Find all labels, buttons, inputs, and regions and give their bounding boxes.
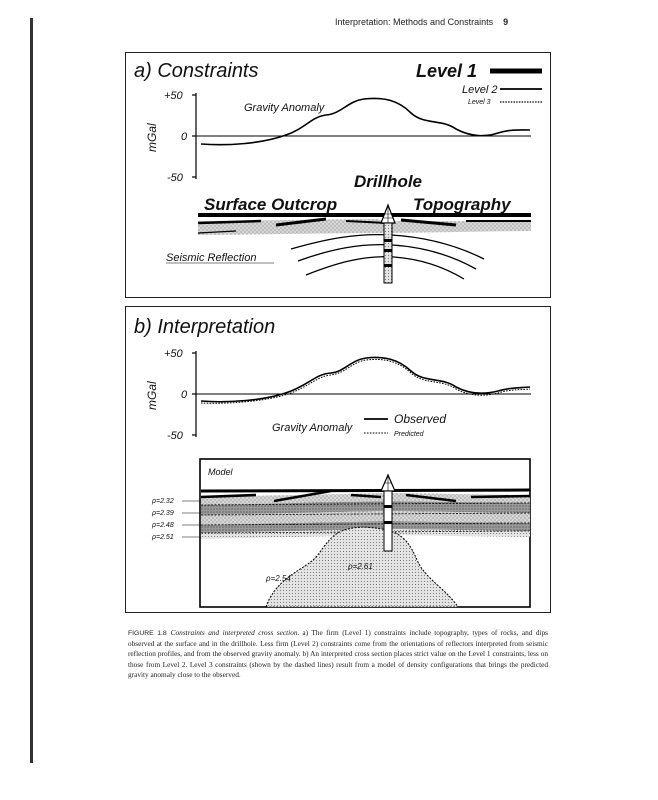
gravity-axis [145,90,196,184]
gravity-anomaly-label: Gravity Anomaly [244,102,325,114]
legend-level1-label: Level 1 [416,61,478,81]
y-axis-unit: mGal [145,123,159,152]
gravity-axis-b [145,348,196,442]
level-legend [416,61,542,106]
density-model [200,459,530,607]
panel-a-title: a) Constraints [134,60,259,82]
caption-text: a) The firm (Level 1) constraints include topography, types of rocks, and dips observed at the surface and in the drillhole. Less firm (Level 2) constraints come from the orientations of reflectors interpreted from seismic reflection profiles, and from the observed gravity anomaly. b) An interpreted cross section places strict value on the Level 1 constraints, less on those from Level 2. Level 3 constraints (shown by the dashed lines) result from a model of density configurations that brings the predicted gravity anomaly close to the observed. [128,628,549,679]
model-title: Model [208,467,233,477]
interpretation-figure [126,307,550,612]
density-label-3: ρ=2.48 [152,522,174,529]
basement-density: ρ=2.54 [266,574,291,583]
legend-predicted-label: Predicted [394,431,424,438]
tick-zero-b: 0 [181,389,188,401]
legend-level3-label: Level 3 [468,99,491,106]
tick-zero: 0 [181,131,188,143]
density-label-1: ρ=2.32 [152,498,174,505]
tick-minus50-b: -50 [167,430,183,442]
intrusion-density: ρ=2.61 [348,562,373,571]
gravity-legend [272,412,446,438]
topography-label: Topography [413,195,511,214]
tick-plus50-b: +50 [164,348,183,360]
layer-density-labels [151,498,201,541]
surface-outcrop-label: Surface Outcrop [204,195,338,214]
density-label-2: ρ=2.39 [152,510,174,517]
gravity-anomaly-label-b: Gravity Anomaly [272,422,353,434]
density-label-4: ρ=2.51 [152,534,174,541]
page-number: 9 [503,17,509,27]
page-binding-edge [30,18,33,763]
tick-minus50: -50 [167,172,183,184]
figure-label: FIGURE 1.8 [128,630,167,637]
figure-caption [128,628,548,680]
drillhole-icon [381,205,395,283]
y-axis-unit-b: mGal [145,381,159,410]
panel-b-title: b) Interpretation [134,316,276,338]
panel-constraints [125,52,551,298]
cross-section-constraints [166,172,531,283]
constraints-figure [126,53,550,297]
running-head [335,17,508,27]
seismic-reflection-label: Seismic Reflection [166,252,257,264]
panel-interpretation [125,306,551,613]
predicted-gravity-curve [201,359,530,403]
legend-level2-label: Level 2 [462,84,498,96]
caption-title: Constraints and interpreted cross section. [170,628,300,637]
tick-plus50: +50 [164,90,183,102]
drillhole-label: Drillhole [354,172,423,191]
running-head-title: Interpretation: Methods and Constraints [335,17,494,27]
legend-observed-label: Observed [394,412,447,426]
